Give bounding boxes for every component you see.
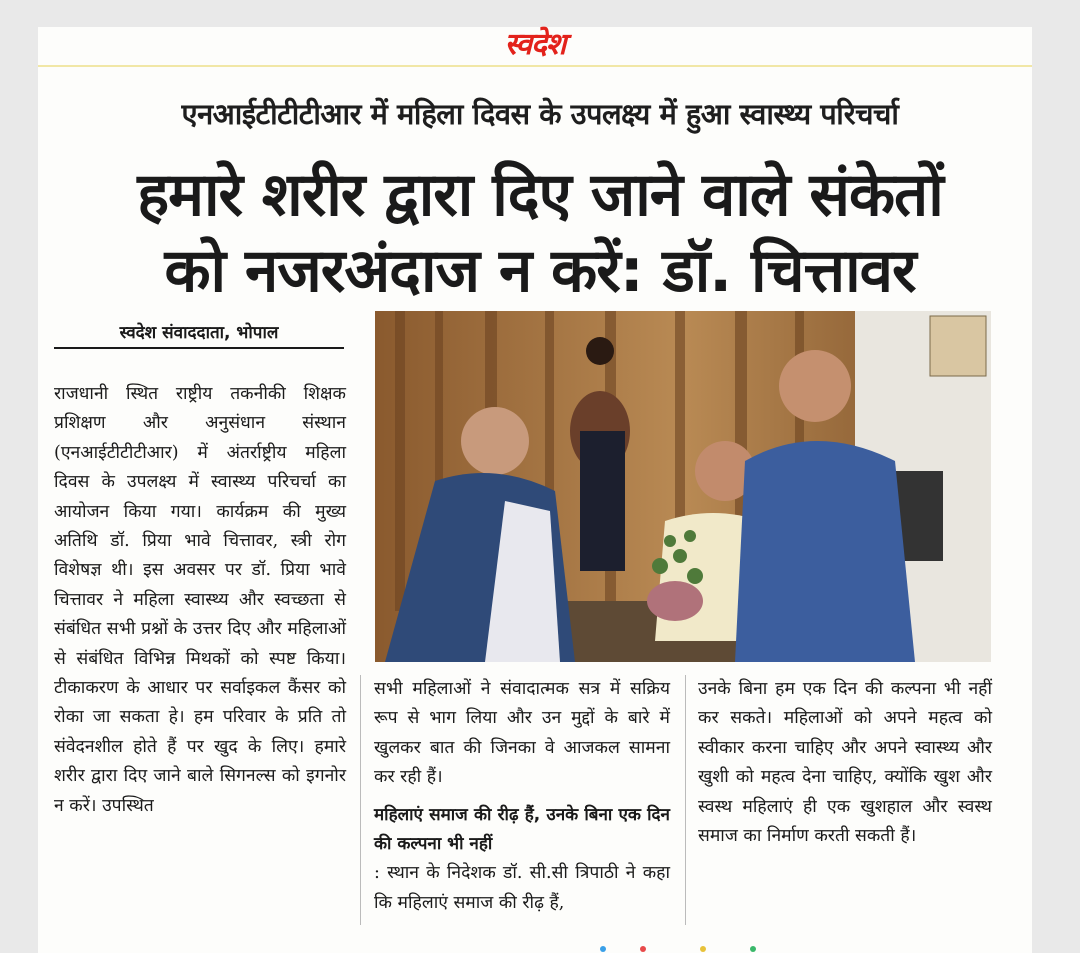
headline-line-2: को नजरअंदाज न करें: डॉ. चित्तावर: [164, 236, 916, 306]
article-column-3: [698, 675, 992, 851]
headline-line-1: हमारे शरीर द्वारा दिए जाने वाले संकेतों: [137, 160, 943, 230]
column-divider: [685, 675, 686, 925]
masthead: [38, 27, 1032, 67]
column-divider: [360, 675, 361, 925]
decorative-dot: [700, 946, 706, 952]
decorative-dot: [640, 946, 646, 952]
article-paragraph: सभी महिलाओं ने संवादात्मक सत्र में सक्रिय रूप से भाग लिया और उन मुद्दों के बारे में खुलकर बात की जिनका वे आजकल सामना कर रही हैं।: [374, 679, 670, 788]
article-column-2: [374, 675, 670, 918]
event-photo: [375, 311, 991, 662]
article-paragraph: : स्थान के निदेशक डॉ. सी.सी त्रिपाठी ने कहा कि महिलाएं समाज की रीढ़ हैं,: [374, 863, 670, 913]
article-subhead: महिलाएं समाज की रीढ़ हैं, उनके बिना एक दिन की कल्पना भी नहीं: [374, 804, 670, 855]
article-paragraph: राजधानी स्थित राष्ट्रीय तकनीकी शिक्षक प्रशिक्षण और अनुसंधान संस्थान (एनआईटीटीटीआर) में अंतर्राष्ट्रीय महिला दिवस के उपलक्ष्य में स्वास्थ्य परिचर्चा का आयोजन किया गया। कार्यक्रम की मुख्य अतिथि डॉ. प्रिया भावे चित्तावर, स्त्री रोग विशेषज्ञ थी। इस अवसर पर डॉ. प्रिया भावे चित्तावर ने महिला स्वास्थ्य और स्वच्छता से संबंधित सभी प्रश्नों के उत्तर दिए और महिलाओं से संबंधित विभिन्न मिथकों को स्पष्ट किया। टीकाकरण के आधार पर सर्वाइकल कैंसर को रोका जा सकता हे। हम परिवार के प्रति तो संवेदनशील होते हैं पर खुद के लिए। हमारे शरीर द्वारा दिए जाने बाले सिगनल्स को इगनोर न करें। उपस्थित: [54, 384, 346, 816]
decorative-dot: [750, 946, 756, 952]
article-paragraph: उनके बिना हम एक दिन की कल्पना भी नहीं कर सकते। महिलाओं को अपने महत्व को स्वीकार करना चाहिए और अपने स्वास्थ्य और खुशी को महत्व देना चाहिए, क्योंकि खुश और स्वस्थ महिलाएं ही एक खुशहाल और स्वस्थ समाज का निर्माण करती सकती हैं।: [698, 679, 992, 847]
event-photo-icon: [375, 311, 991, 662]
article-column-1: [54, 380, 346, 821]
swadesh-logo: स्वदेश: [504, 27, 566, 62]
decorative-dot: [600, 946, 606, 952]
kicker-headline: एनआईटीटीटीआर में महिला दिवस के उपलक्ष्य में हुआ स्वास्थ्य परिचर्चा: [181, 97, 899, 131]
byline: स्वदेश संवाददाता, भोपाल: [54, 321, 344, 349]
